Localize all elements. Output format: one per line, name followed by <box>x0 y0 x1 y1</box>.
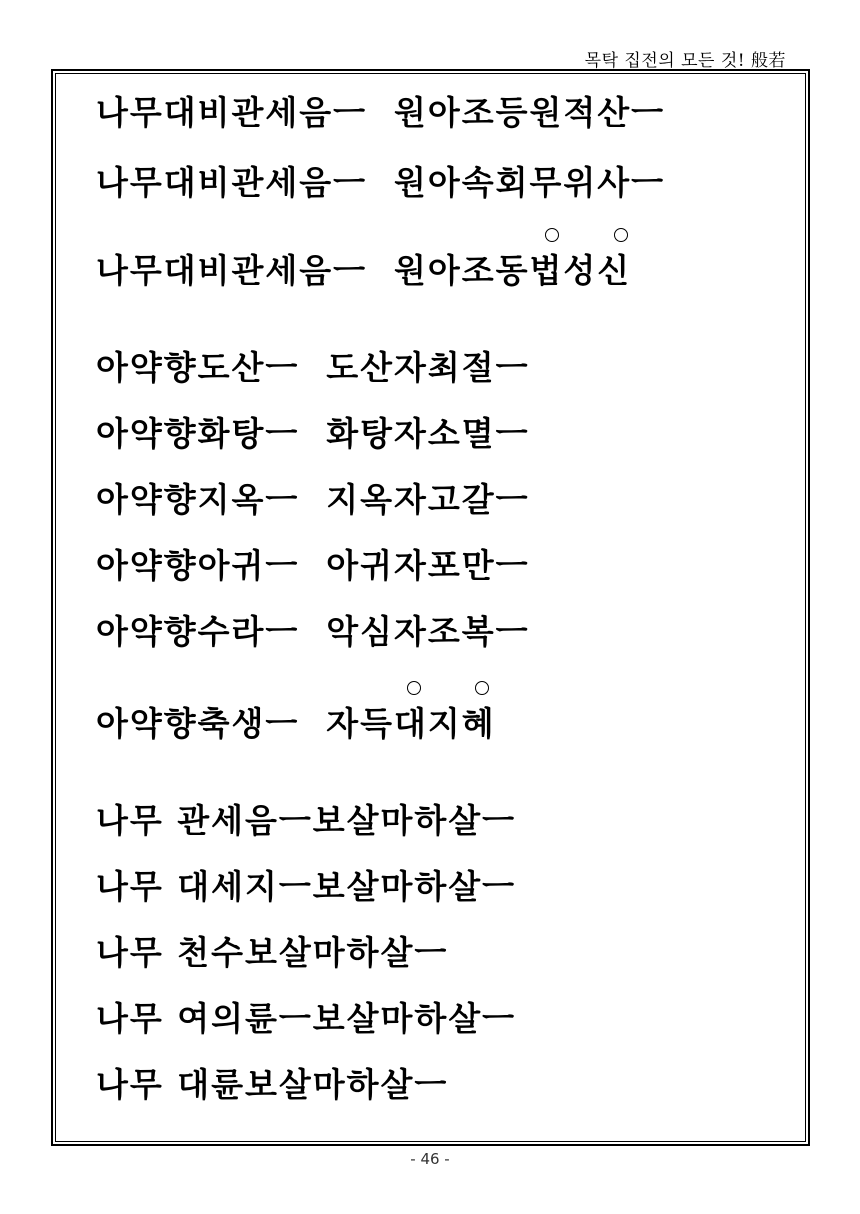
chant-line: 나무 대륜보살마하살ㅡ <box>96 1065 449 1104</box>
chant-line: 나무대비관세음ㅡ 원아조등원적산ㅡ <box>96 93 666 132</box>
chant-line: 아약향아귀ㅡ 아귀자포만ㅡ <box>96 546 530 585</box>
chant-line: 아약향화탕ㅡ 화탕자소멸ㅡ <box>96 414 530 453</box>
chant-line: 나무대비관세음ㅡ 원아조동법성신 <box>96 251 632 290</box>
chant-line: 나무 관세음ㅡ보살마하살ㅡ <box>96 801 517 840</box>
chant-line: 아약향도산ㅡ 도산자최절ㅡ <box>96 348 530 387</box>
emphasis-circle-mark <box>545 228 559 242</box>
chant-line: 나무대비관세음ㅡ 원아속회무위사ㅡ <box>96 163 666 202</box>
page-number: - 46 - <box>410 1150 450 1168</box>
chant-line: 나무 여의륜ㅡ보살마하살ㅡ <box>96 999 517 1038</box>
emphasis-circle-mark <box>475 681 489 695</box>
chant-line: 나무 천수보살마하살ㅡ <box>96 933 449 972</box>
emphasis-circle-mark <box>407 681 421 695</box>
running-header: 목탁 집전의 모든 것! 般若 <box>584 51 786 71</box>
chant-line: 아약향수라ㅡ 악심자조복ㅡ <box>96 612 530 651</box>
chant-line: 아약향지옥ㅡ 지옥자고갈ㅡ <box>96 480 530 519</box>
chant-line: 나무 대세지ㅡ보살마하살ㅡ <box>96 867 517 906</box>
emphasis-circle-mark <box>614 228 628 242</box>
chant-line: 아약향축생ㅡ 자득대지혜 <box>96 704 496 743</box>
